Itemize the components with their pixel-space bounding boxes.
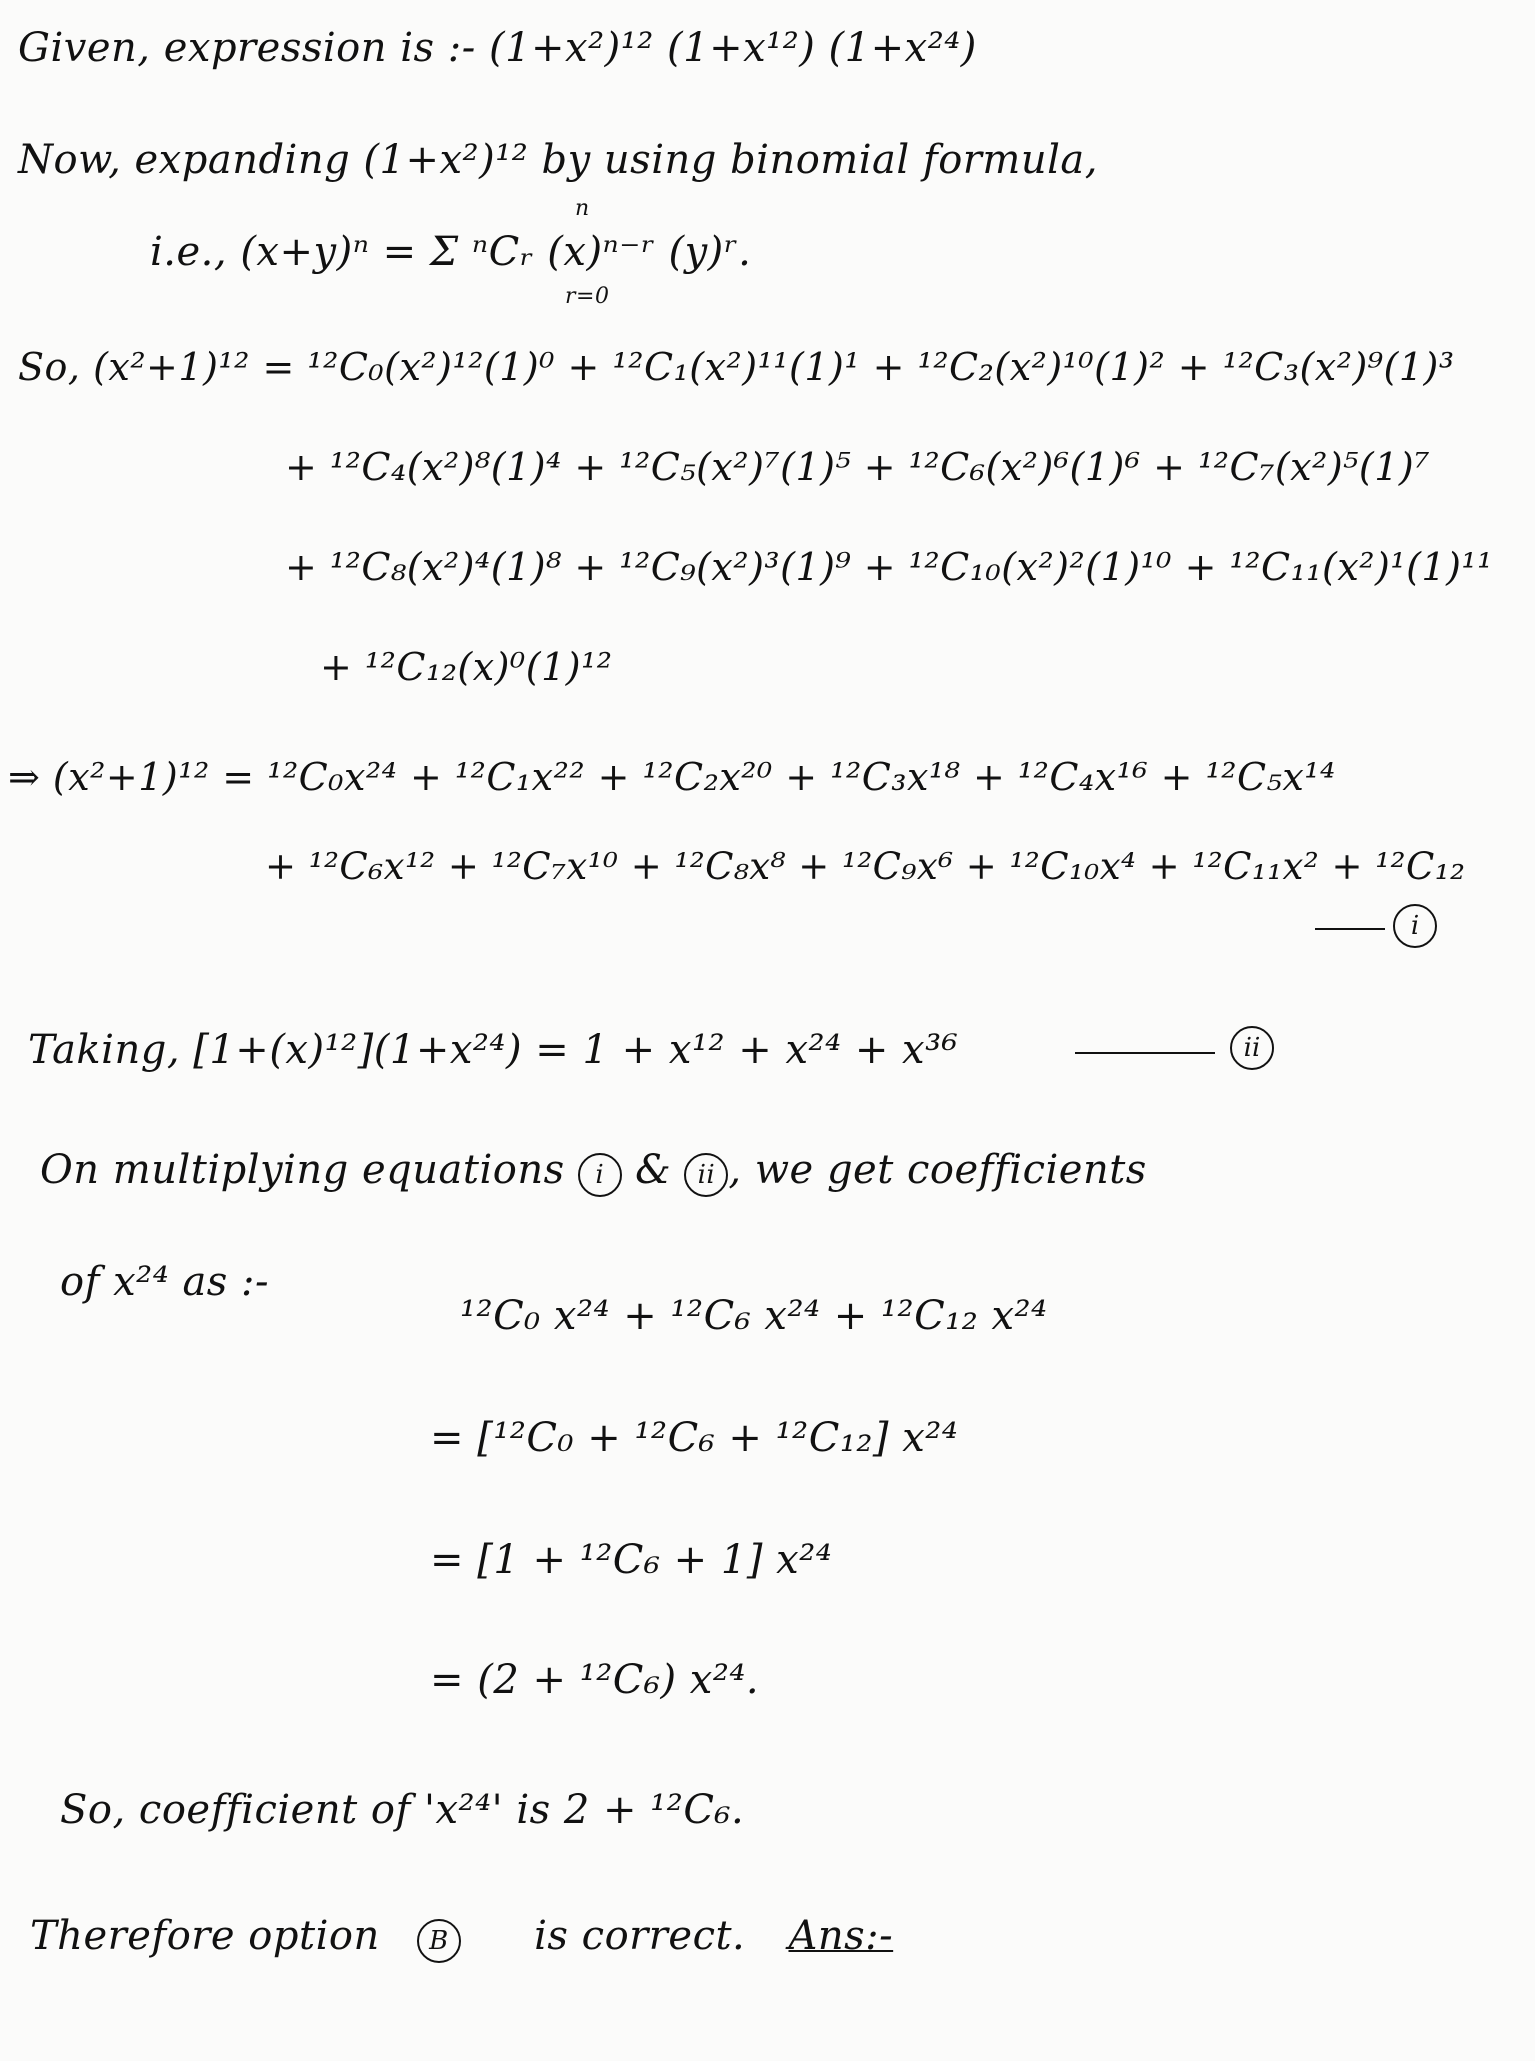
summation-lower-limit: r=0 — [565, 284, 610, 309]
of-x24-line: of x²⁴ as :- — [60, 1259, 270, 1305]
step-3-line: = (2 + ¹²C₆) x²⁴. — [430, 1657, 760, 1703]
simplified-expansion-line-1: ⇒ (x²+1)¹² = ¹²C₀x²⁴ + ¹²C₁x²² + ¹²C₂x²⁰ + ¹²C₃x¹⁸ + ¹²C₄x¹⁶ + ¹²C₅x¹⁴ — [8, 755, 1336, 799]
step-2-line: = [1 + ¹²C₆ + 1] x²⁴ — [430, 1537, 833, 1583]
option-b-circle: B — [417, 1919, 461, 1963]
equation-2-label — [1230, 1025, 1274, 1070]
coefficient-terms-line: ¹²C₀ x²⁴ + ¹²C₆ x²⁴ + ¹²C₁₂ x²⁴ — [460, 1293, 1048, 1339]
ampersand: & — [635, 1147, 672, 1193]
therefore-text: Therefore option — [30, 1913, 380, 1959]
equation-1-label — [1393, 903, 1437, 948]
ans-label: Ans:- — [788, 1913, 894, 1959]
expansion-line-4: + ¹²C₁₂(x)⁰(1)¹² — [320, 645, 613, 689]
expansion-line-1: So, (x²+1)¹² = ¹²C₀(x²)¹²(1)⁰ + ¹²C₁(x²)¹¹(1)¹ + ¹²C₂(x²)¹⁰(1)² + ¹²C₃(x²)⁹(1)³ — [18, 345, 1455, 389]
is-correct-text: is correct. — [534, 1913, 746, 1959]
equation-2-dash — [1075, 1052, 1215, 1054]
coefficients-text: , we get coefficients — [728, 1147, 1147, 1193]
multiplying-line — [40, 1147, 1147, 1197]
equation-1-dash — [1315, 928, 1385, 930]
expanding-line: Now, expanding (1+x²)¹² by using binomial formula, — [18, 137, 1098, 183]
expansion-line-3: + ¹²C₈(x²)⁴(1)⁸ + ¹²C₉(x²)³(1)⁹ + ¹²C₁₀(x²)²(1)¹⁰ + ¹²C₁₁(x²)¹(1)¹¹ — [285, 545, 1493, 589]
summation-upper-limit: n — [575, 196, 590, 221]
ref-equation-2: ii — [684, 1153, 728, 1197]
answer-line — [30, 1913, 894, 1963]
conclusion-line: So, coefficient of 'x²⁴' is 2 + ¹²C₆. — [60, 1787, 745, 1833]
multiplying-text: On multiplying equations — [40, 1147, 565, 1193]
expansion-line-2: + ¹²C₄(x²)⁸(1)⁴ + ¹²C₅(x²)⁷(1)⁵ + ¹²C₆(x²)⁶(1)⁶ + ¹²C₇(x²)⁵(1)⁷ — [285, 445, 1430, 489]
simplified-expansion-line-2: + ¹²C₆x¹² + ¹²C₇x¹⁰ + ¹²C₈x⁸ + ¹²C₉x⁶ + ¹²C₁₀x⁴ + ¹²C₁₁x² + ¹²C₁₂ — [265, 845, 1466, 888]
equation-1-circle: i — [1393, 904, 1437, 948]
ref-equation-1: i — [578, 1153, 622, 1197]
step-1-line: = [¹²C₀ + ¹²C₆ + ¹²C₁₂] x²⁴ — [430, 1415, 959, 1461]
given-expression-line: Given, expression is :- (1+x²)¹² (1+x¹²) (1+x²⁴) — [18, 25, 977, 71]
equation-2-circle: ii — [1230, 1026, 1274, 1070]
taking-line: Taking, [1+(x)¹²](1+x²⁴) = 1 + x¹² + x²⁴ + x³⁶ — [28, 1027, 959, 1073]
binomial-formula-line: i.e., (x+y)ⁿ = Σ ⁿCᵣ (x)ⁿ⁻ʳ (y)ʳ. — [150, 229, 752, 275]
